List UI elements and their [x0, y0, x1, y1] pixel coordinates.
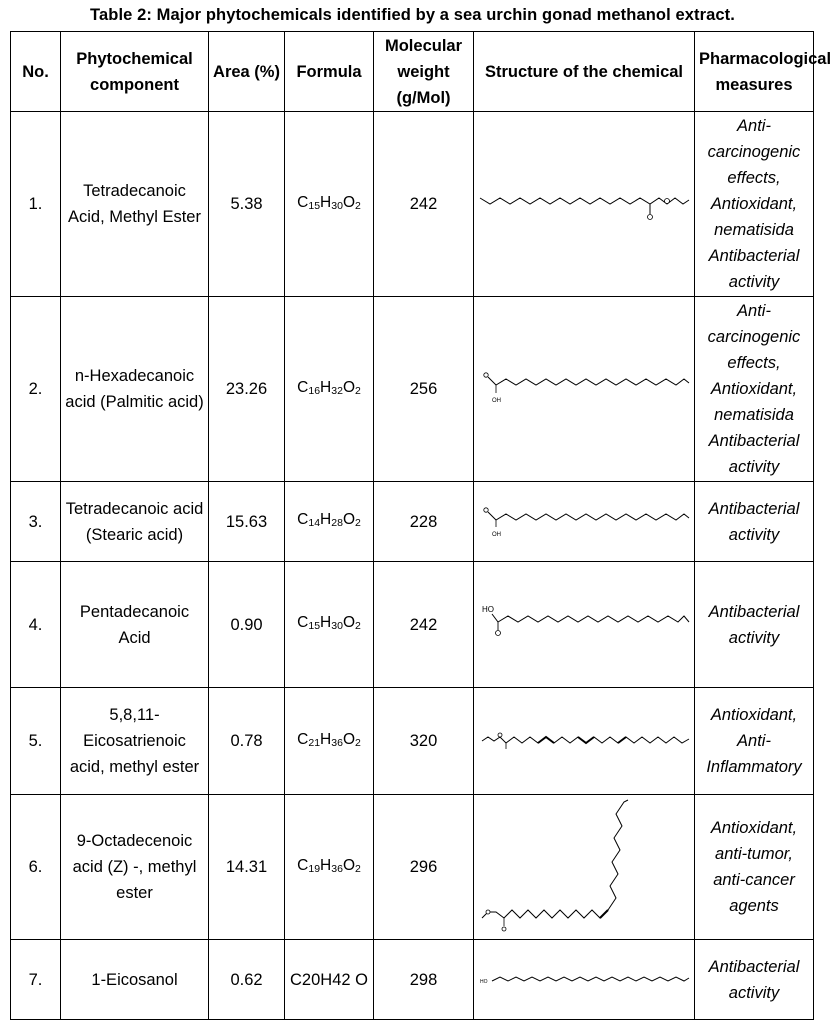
cell-structure	[474, 112, 695, 297]
cell-formula: $C_{15}H_{30}O_2$	[285, 562, 374, 688]
cell-component: Tetradecanoic Acid, Methyl Ester	[61, 112, 209, 297]
table-row	[11, 795, 814, 940]
hydroxyl-label: HO	[482, 604, 494, 614]
cell-pharm: Antibacterial activity	[695, 482, 814, 562]
cell-area: 0.90	[209, 562, 285, 688]
hydroxyl-label: OH	[492, 398, 501, 404]
cell-component: 9-Octadecenoic acid (Z) -, methyl ester	[61, 795, 209, 940]
cell-component: Tetradecanoic acid (Stearic acid)	[61, 482, 209, 562]
carboxylic-acid-chain-structure	[478, 367, 690, 411]
cell-pharm: Anti-carcinogenic effects, Antioxidant, nematisida Antibacterial activity	[695, 112, 814, 297]
unsaturated-methyl-ester-structure	[478, 721, 690, 761]
phytochemical-table	[10, 31, 831, 1020]
cell-component: 1-Eicosanol	[61, 940, 209, 1020]
cell-pharm: Antioxidant, anti-tumor, anti-cancer agents	[695, 795, 814, 940]
cell-no: 1.	[11, 112, 61, 297]
cell-formula: $C_{19}H_{36}O_2$	[285, 795, 374, 940]
cell-formula: $C_{14}H_{28}O_2$	[285, 482, 374, 562]
cell-component: n-Hexadecanoic acid (Palmitic acid)	[61, 297, 209, 482]
cell-mw: 320	[374, 688, 474, 795]
carboxylic-acid-chain-structure	[478, 500, 690, 544]
cell-component: 5,8,11-Eicosatrienoic acid, methyl ester	[61, 688, 209, 795]
hydroxyl-label: HO	[480, 978, 488, 985]
table-row	[11, 112, 814, 297]
header-structure: Structure of the chemical	[474, 32, 695, 112]
cell-formula: $C_{16}H_{32}O_2$	[285, 297, 374, 482]
table-row	[11, 297, 814, 482]
cell-mw: 256	[374, 297, 474, 482]
cell-structure	[474, 562, 695, 688]
cell-area: 14.31	[209, 795, 285, 940]
cell-no: 5.	[11, 688, 61, 795]
cell-component: Pentadecanoic Acid	[61, 562, 209, 688]
cell-mw: 296	[374, 795, 474, 940]
cell-formula: C20H42 O	[285, 940, 374, 1020]
cell-no: 3.	[11, 482, 61, 562]
cell-mw: 228	[374, 482, 474, 562]
header-mw: Molecular weight (g/Mol)	[374, 32, 474, 112]
cell-structure	[474, 688, 695, 795]
cell-structure	[474, 297, 695, 482]
cell-mw: 298	[374, 940, 474, 1020]
cell-area: 23.26	[209, 297, 285, 482]
table-row	[11, 562, 814, 688]
carboxylic-acid-chain-structure	[478, 600, 690, 650]
methyl-ester-chain-structure	[478, 184, 690, 224]
cell-mw: 242	[374, 112, 474, 297]
cell-pharm: Antibacterial activity	[695, 562, 814, 688]
cell-no: 7.	[11, 940, 61, 1020]
table-row	[11, 688, 814, 795]
cell-structure	[474, 795, 695, 940]
header-row	[11, 32, 814, 112]
cell-pharm: Anti-carcinogenic effects, Antioxidant, nematisida Antibacterial activity	[695, 297, 814, 482]
header-pharm: Pharmacological measures	[695, 32, 814, 112]
cell-no: 6.	[11, 795, 61, 940]
cell-area: 15.63	[209, 482, 285, 562]
header-no: No.	[11, 32, 61, 112]
header-area: Area (%)	[209, 32, 285, 112]
cell-structure	[474, 482, 695, 562]
table-row	[11, 482, 814, 562]
hydroxyl-label: OH	[492, 531, 501, 538]
cell-mw: 242	[374, 562, 474, 688]
alcohol-chain-structure	[478, 965, 690, 995]
cell-area: 0.78	[209, 688, 285, 795]
cell-area: 0.62	[209, 940, 285, 1020]
bent-methyl-ester-structure	[478, 800, 690, 934]
cell-area: 5.38	[209, 112, 285, 297]
table-title: Table 2: Major phytochemicals identified by a sea urchin gonad methanol extract.	[90, 6, 735, 24]
cell-formula: $C_{21}H_{36}O_2$	[285, 688, 374, 795]
header-formula: Formula	[285, 32, 374, 112]
cell-pharm: Antioxidant, Anti-Inflammatory	[695, 688, 814, 795]
cell-structure	[474, 940, 695, 1020]
cell-no: 2.	[11, 297, 61, 482]
cell-no: 4.	[11, 562, 61, 688]
table-row	[11, 940, 814, 1020]
cell-pharm: Antibacterial activity	[695, 940, 814, 1020]
header-component: Phytochemical component	[61, 32, 209, 112]
cell-formula: $C_{15}H_{30}O_2$	[285, 112, 374, 297]
